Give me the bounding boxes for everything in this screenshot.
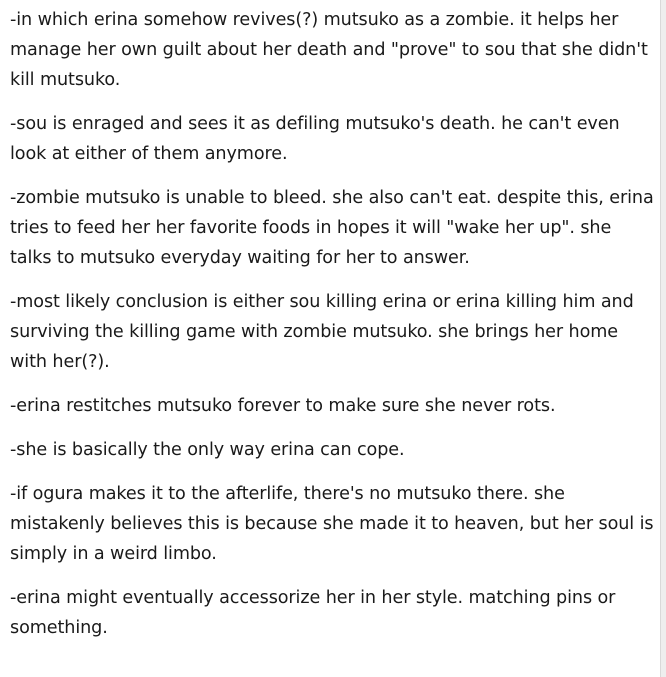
right-edge-divider — [660, 0, 666, 677]
post-paragraph: -she is basically the only way erina can cope. — [10, 440, 405, 460]
post-paragraph: -erina restitches mutsuko forever to make sure she never rots. — [10, 396, 556, 416]
post-paragraph: -in which erina somehow revives(?) mutsuko as a zombie. it helps her manage her own guilt about her death and "prove" to sou that she didn't kill mutsuko. — [10, 10, 648, 90]
post-paragraph: -erina might eventually accessorize her in her style. matching pins or something. — [10, 588, 616, 638]
post-paragraph: -most likely conclusion is either sou killing erina or erina killing him and surviving the killing game with zombie mutsuko. she brings her home with her(?). — [10, 292, 634, 372]
post-paragraph: -if ogura makes it to the afterlife, there's no mutsuko there. she mistakenly believes this is because she made it to heaven, but her soul is simply in a weird limbo. — [10, 484, 654, 564]
post-paragraph: -zombie mutsuko is unable to bleed. she also can't eat. despite this, erina tries to feed her her favorite foods in hopes it will "wake her up". she talks to mutsuko everyday waiting for her to answer. — [10, 188, 654, 268]
post-body — [10, 5, 654, 643]
post-paragraph: -sou is enraged and sees it as defiling mutsuko's death. he can't even look at either of them anymore. — [10, 114, 620, 164]
